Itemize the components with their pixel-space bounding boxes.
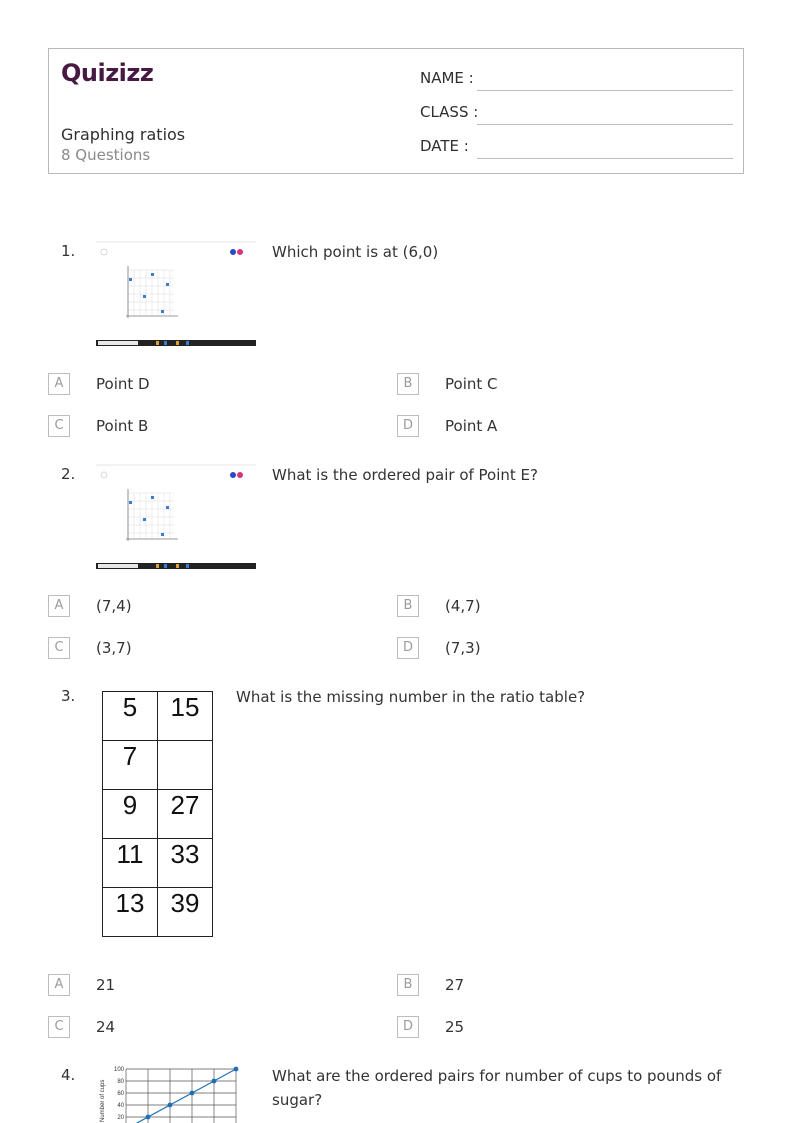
q2-option-a-box[interactable]: A [48, 595, 70, 617]
table-cell: 33 [158, 839, 213, 888]
ratio-table [102, 691, 213, 937]
q2-option-a-text: (7,4) [96, 597, 132, 615]
table-row [103, 839, 213, 888]
q2-option-b-box[interactable]: B [397, 595, 419, 617]
question-2-number: 2. [61, 465, 76, 483]
graph-ytick: 20 [117, 1115, 124, 1121]
q3-option-a-text: 21 [96, 976, 116, 994]
date-label: DATE : [420, 137, 469, 155]
question-1-number: 1. [61, 242, 76, 260]
graph-ytick: 60 [117, 1091, 124, 1097]
q3-option-b-text: 27 [445, 976, 465, 994]
class-line[interactable] [477, 124, 733, 125]
q1-option-b-box[interactable]: B [397, 373, 419, 395]
table-cell: 15 [158, 692, 213, 741]
question-4-text: What are the ordered pairs for number of cups to pounds of sugar? [272, 1067, 722, 1109]
q1-option-c-text: Point B [96, 417, 149, 435]
quizizz-logo: Quizizz [61, 59, 154, 87]
graph-ylabel: Number of cups [100, 1079, 106, 1122]
table-cell: 11 [103, 839, 158, 888]
q1-option-c-box[interactable]: C [48, 415, 70, 437]
question-4-graph [96, 1064, 246, 1123]
graph-ytick: 100 [113, 1067, 124, 1073]
worksheet-title: Graphing ratios [61, 125, 186, 144]
name-line[interactable] [477, 90, 733, 91]
q3-option-c-box[interactable]: C [48, 1016, 70, 1038]
graph-ytick: 80 [117, 1079, 124, 1085]
q1-option-d-text: Point A [445, 417, 498, 435]
table-cell: 9 [103, 790, 158, 839]
class-label: CLASS : [420, 103, 479, 121]
question-count: 8 Questions [61, 146, 151, 164]
q2-option-d-text: (7,3) [445, 639, 481, 657]
graph-ytick: 40 [117, 1103, 124, 1109]
question-2-image [96, 463, 256, 571]
question-4-number: 4. [61, 1066, 76, 1084]
table-row [103, 692, 213, 741]
name-field[interactable] [420, 69, 733, 91]
table-cell: 13 [103, 888, 158, 937]
q1-option-a-text: Point D [96, 375, 150, 393]
table-row [103, 790, 213, 839]
q2-option-c-text: (3,7) [96, 639, 132, 657]
table-cell: 39 [158, 888, 213, 937]
q1-option-a-box[interactable]: A [48, 373, 70, 395]
question-1-text: Which point is at (6,0) [272, 243, 439, 261]
question-3-text: What is the missing number in the ratio table? [236, 688, 586, 706]
table-cell: 5 [103, 692, 158, 741]
worksheet-header [48, 48, 744, 174]
table-cell: 27 [158, 790, 213, 839]
name-label: NAME : [420, 69, 474, 87]
question-1-image [96, 240, 256, 348]
question-3-number: 3. [61, 687, 76, 705]
date-field[interactable] [420, 137, 733, 159]
q1-option-d-box[interactable]: D [397, 415, 419, 437]
q3-option-a-box[interactable]: A [48, 974, 70, 996]
table-row [103, 888, 213, 937]
q2-option-d-box[interactable]: D [397, 637, 419, 659]
table-cell [158, 741, 213, 790]
q3-option-d-box[interactable]: D [397, 1016, 419, 1038]
q1-option-b-text: Point C [445, 375, 498, 393]
table-cell: 7 [103, 741, 158, 790]
q2-option-c-box[interactable]: C [48, 637, 70, 659]
table-row [103, 741, 213, 790]
class-field[interactable] [420, 103, 733, 125]
q2-option-b-text: (4,7) [445, 597, 481, 615]
q3-option-c-text: 24 [96, 1018, 116, 1036]
q3-option-b-box[interactable]: B [397, 974, 419, 996]
date-line[interactable] [477, 158, 733, 159]
question-2-text: What is the ordered pair of Point E? [272, 466, 538, 484]
q3-option-d-text: 25 [445, 1018, 465, 1036]
